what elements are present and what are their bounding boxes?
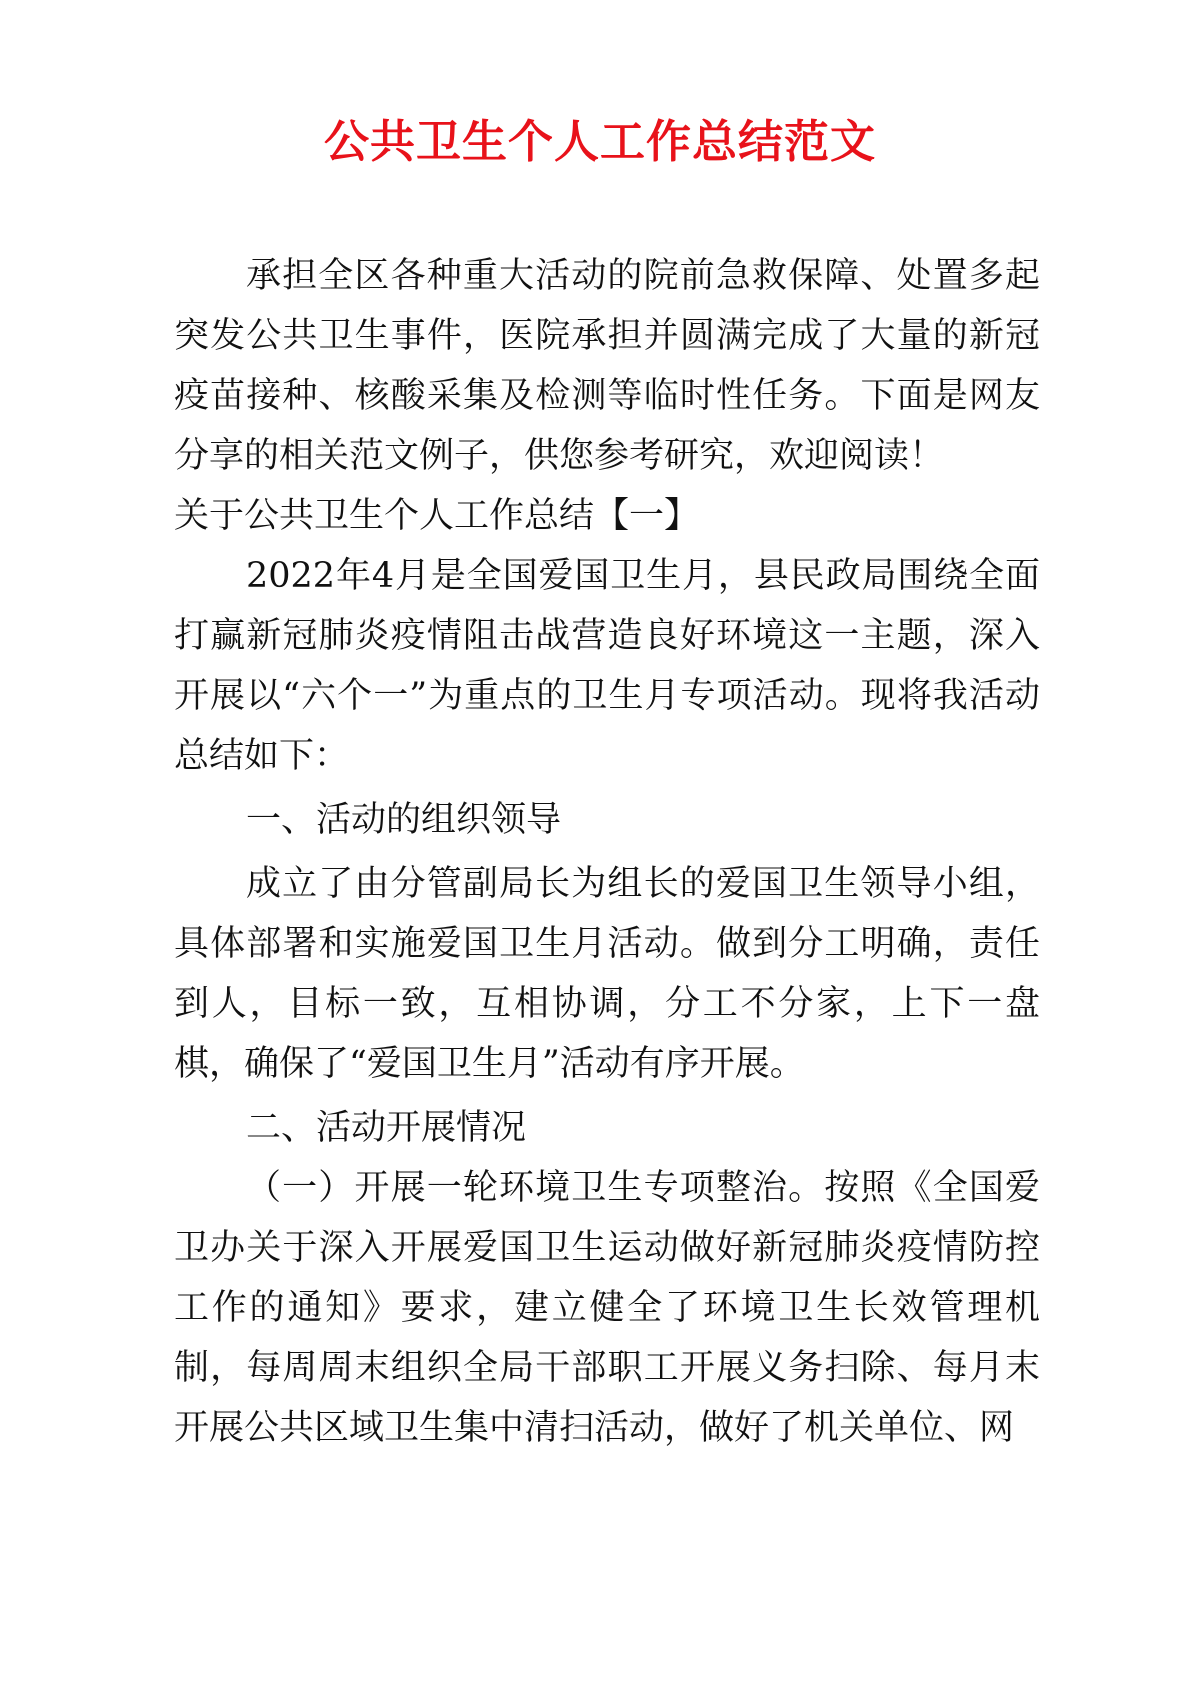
- paragraph-environment-cleanup: （一）开展一轮环境卫生专项整治。按照《全国爱卫办关于深入开展爱国卫生运动做好新冠肺炎疫情防控工作的通知》要求，建立健全了环境卫生长效管理机制，每周周末组织全局干部职工开展义务扫除、每月末开展公共区域卫生集中清扫活动，做好了机关单位、网: [174, 1168, 1040, 1448]
- document-body: [174, 246, 1040, 1458]
- document-title: 公共卫生个人工作总结范文: [323, 115, 876, 168]
- section-heading-one: 关于公共卫生个人工作总结【一】: [174, 496, 700, 536]
- subheading-organization: 一、活动的组织领导: [246, 800, 562, 840]
- intro-paragraph: 承担全区各种重大活动的院前急救保障、处置多起突发公共卫生事件，医院承担并圆满完成了大量的新冠疫苗接种、核酸采集及检测等临时性任务。下面是网友分享的相关范文例子，供您参考研究，欢迎阅读！: [174, 256, 1040, 476]
- paragraph-april-campaign: 2022年4月是全国爱国卫生月，县民政局围绕全面打赢新冠肺炎疫情阻击战营造良好环境这一主题，深入开展以“六个一”为重点的卫生月专项活动。现将我活动总结如下：: [174, 556, 1040, 776]
- subheading-activities: 二、活动开展情况: [246, 1108, 527, 1148]
- paragraph-leadership-group: 成立了由分管副局长为组长的爱国卫生领导小组，具体部署和实施爱国卫生月活动。做到分工明确，责任到人，目标一致，互相协调，分工不分家，上下一盘棋，确保了“爱国卫生月”活动有序开展。: [174, 864, 1040, 1084]
